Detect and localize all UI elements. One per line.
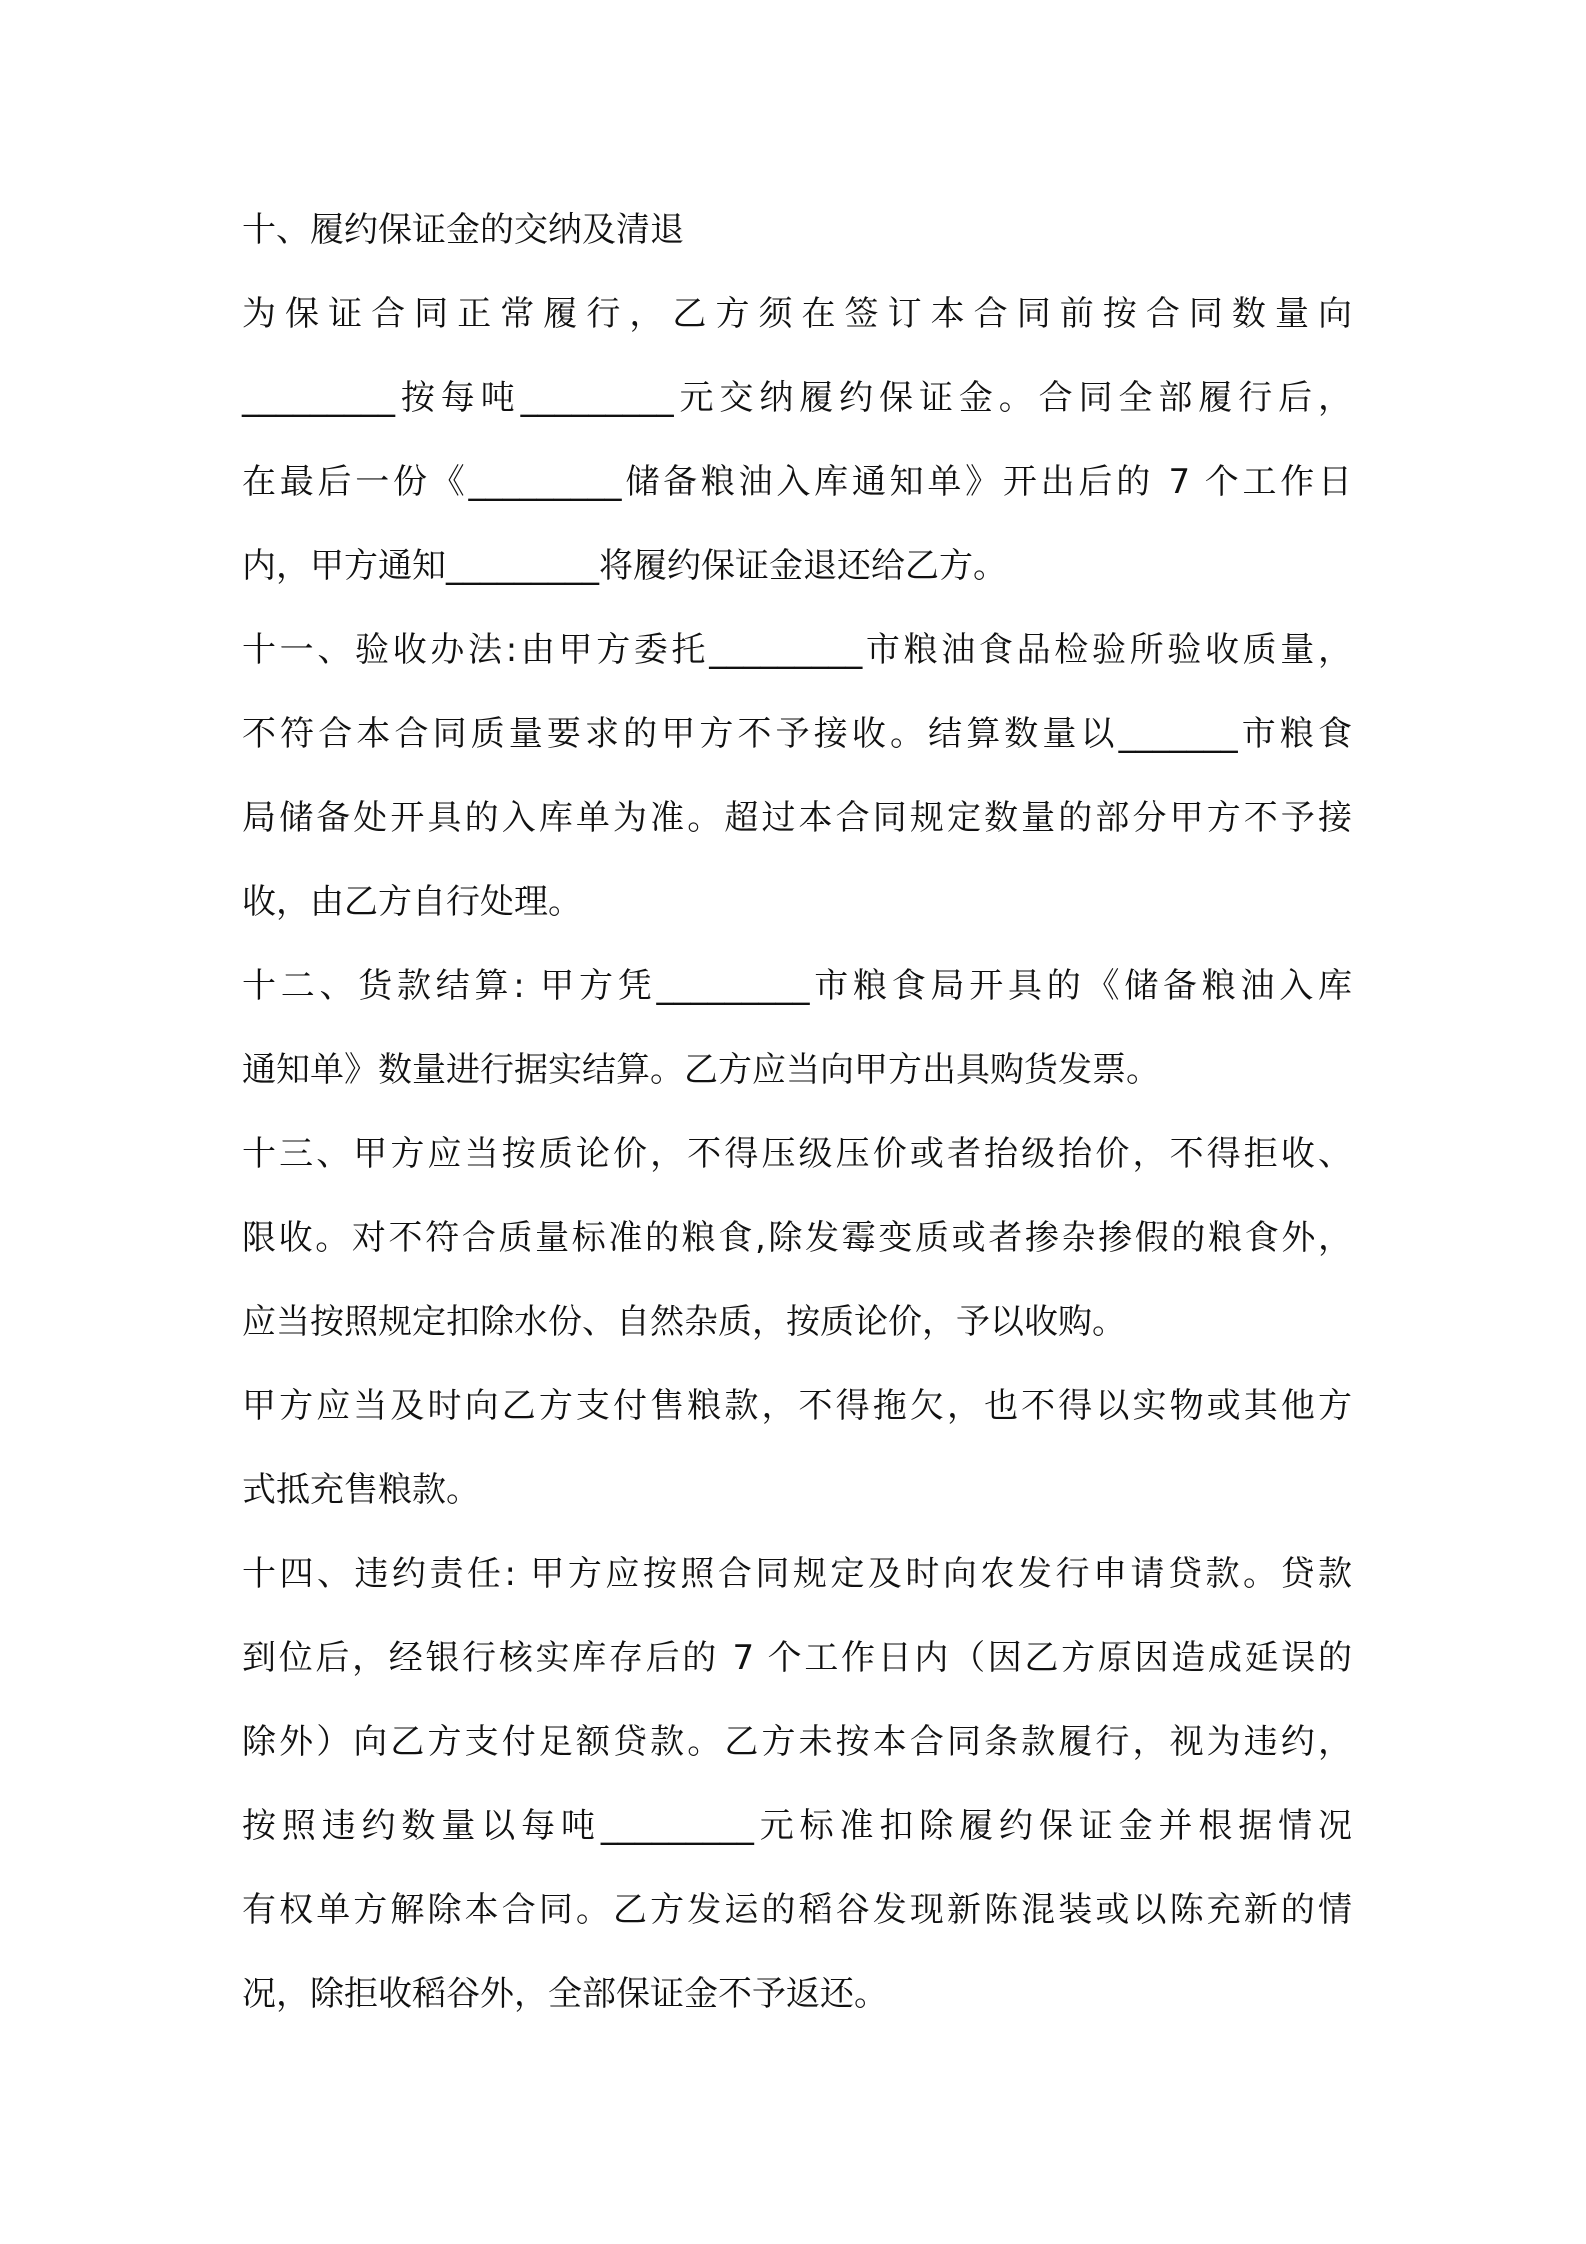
paragraph-line: 到位后，经银行核实库存后的 7 个工作日内（因乙方原因造成延误的 — [242, 1638, 1352, 1678]
paragraph-line: 限收。对不符合质量标准的粮食,除发霉变质或者掺杂掺假的粮食外， — [242, 1218, 1352, 1258]
paragraph-line: 除外）向乙方支付足额贷款。乙方未按本合同条款履行，视为违约， — [242, 1722, 1352, 1762]
section-line-12: 十二、货款结算: 甲方凭_________市粮食局开具的《储备粮油入库 — [242, 966, 1352, 1006]
paragraph-line: 甲方应当及时向乙方支付售粮款，不得拖欠，也不得以实物或其他方 — [242, 1386, 1352, 1426]
paragraph-line: 通知单》数量进行据实结算。乙方应当向甲方出具购货发票。 — [242, 1050, 1160, 1090]
contract-body — [242, 200, 1352, 2048]
paragraph-line: 收，由乙方自行处理。 — [242, 882, 582, 922]
section-line-13: 十三、甲方应当按质论价，不得压级压价或者抬级抬价，不得拒收、 — [242, 1134, 1352, 1174]
paragraph-line: 有权单方解除本合同。乙方发运的稻谷发现新陈混装或以陈充新的情 — [242, 1890, 1352, 1930]
paragraph-line: 不符合本合同质量要求的甲方不予接收。结算数量以_______市粮食 — [242, 714, 1352, 754]
paragraph-line: 式抵充售粮款。 — [242, 1470, 480, 1510]
section-line-14: 十四、违约责任: 甲方应按照合同规定及时向农发行申请贷款。贷款 — [242, 1554, 1352, 1594]
paragraph-line: 按照违约数量以每吨_________元标准扣除履约保证金并根据情况 — [242, 1806, 1352, 1846]
paragraph-line: 况，除拒收稻谷外，全部保证金不予返还。 — [242, 1974, 888, 2014]
section-heading-10: 十、履约保证金的交纳及清退 — [242, 210, 684, 250]
section-line-11: 十一、验收办法:由甲方委托_________市粮油食品检验所验收质量， — [242, 630, 1352, 670]
paragraph-line: 局储备处开具的入库单为准。超过本合同规定数量的部分甲方不予接 — [242, 798, 1352, 838]
paragraph-line: 应当按照规定扣除水份、自然杂质，按质论价，予以收购。 — [242, 1302, 1126, 1342]
paragraph-line: 在最后一份《_________储备粮油入库通知单》开出后的 7 个工作日 — [242, 462, 1352, 502]
paragraph-line: 内，甲方通知_________将履约保证金退还给乙方。 — [242, 546, 1007, 586]
paragraph-line: _________按每吨_________元交纳履约保证金。合同全部履行后， — [242, 378, 1352, 418]
paragraph-line: 为保证合同正常履行，乙方须在签订本合同前按合同数量向 — [242, 294, 1352, 334]
